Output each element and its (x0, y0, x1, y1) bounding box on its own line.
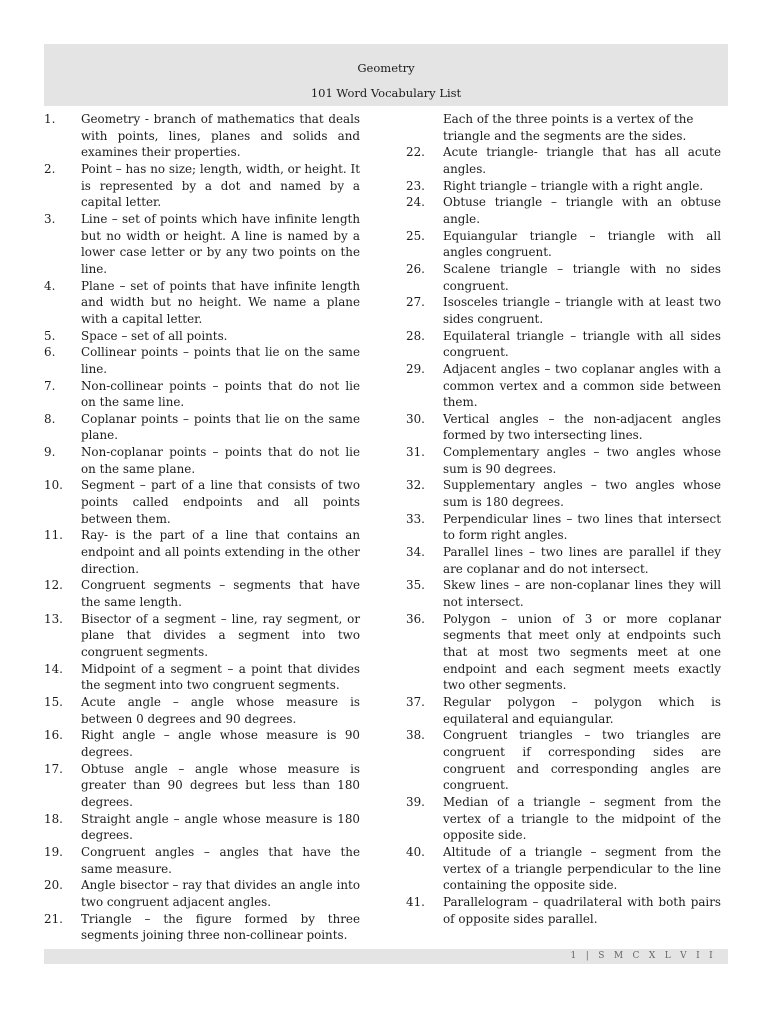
entry-number: 4. (44, 278, 56, 293)
entry-definition: Right angle – angle whose measure is 90 degrees. (81, 728, 360, 759)
entry-definition: Geometry - branch of mathematics that deals with points, lines, planes and solids and examines their properties. (81, 112, 360, 160)
vocab-entry (44, 727, 360, 760)
vocab-entry (406, 794, 721, 844)
vocab-entry (44, 844, 360, 877)
entry-definition: Parallel lines – two lines are parallel if they are coplanar and do not intersect. (443, 545, 721, 576)
vocab-entry (44, 577, 360, 610)
entry-definition: Straight angle – angle whose measure is 180 degrees. (81, 811, 360, 843)
entry-number: 13. (44, 611, 63, 626)
entry-number: 34. (406, 545, 425, 560)
left-column (44, 111, 360, 944)
entry-number: 11. (44, 528, 63, 543)
vocab-entry (406, 144, 721, 177)
entry-definition: Angle bisector – ray that divides an angle into two congruent adjacent angles. (81, 878, 360, 909)
vocab-entry (406, 228, 721, 261)
entry-definition: Non-coplanar points – points that do not lie on the same plane. (81, 445, 360, 476)
entry-number: 31. (406, 445, 425, 460)
entry-definition: Ray- is the part of a line that contains an endpoint and all points extending in the other direction. (81, 528, 360, 576)
entry-definition: Bisector of a segment – line, ray segment, or plane that divides a segment into two congruent segments. (81, 611, 360, 659)
vocab-entry (44, 411, 360, 444)
entry-definition: Scalene triangle – triangle with no sides congruent. (443, 261, 721, 293)
continuation-text: Each of the three points is a vertex of the triangle and the segments are the sides. (443, 112, 694, 143)
vocab-entry (44, 811, 360, 844)
entry-number: 32. (406, 478, 425, 493)
vocab-entry (44, 527, 360, 577)
vocab-entry (44, 761, 360, 811)
entry-number: 12. (44, 578, 63, 593)
entry-number: 39. (406, 794, 425, 809)
entry-definition: Non-collinear points – points that do not lie on the same line. (81, 378, 360, 410)
entry-number: 8. (44, 411, 56, 426)
entry-number: 18. (44, 811, 63, 826)
vocab-entry (44, 911, 360, 944)
entry-definition: Acute angle – angle whose measure is between 0 degrees and 90 degrees. (81, 694, 360, 726)
entry-number: 9. (44, 445, 56, 460)
entry-number: 3. (44, 211, 56, 226)
entry-number: 25. (406, 228, 425, 243)
entry-number: 33. (406, 511, 425, 526)
entry-number: 24. (406, 195, 425, 210)
entry-definition: Space – set of all points. (81, 328, 228, 343)
vocab-entry (406, 511, 721, 544)
entry-definition: Regular polygon – polygon which is equilateral and equiangular. (443, 694, 721, 726)
vocab-entry (406, 328, 721, 361)
entry-definition: Acute triangle- triangle that has all acute angles. (443, 145, 721, 176)
entry-number: 10. (44, 478, 63, 493)
right-column (406, 111, 721, 927)
vocab-entry (44, 877, 360, 910)
vocab-entry (406, 844, 721, 894)
vocab-entry (406, 178, 721, 195)
entry-number: 41. (406, 894, 425, 909)
entry-number: 36. (406, 611, 425, 626)
vocab-entry (406, 477, 721, 510)
vocab-entry (406, 611, 721, 694)
vocab-entry (406, 544, 721, 577)
entry-definition: Parallelogram – quadrilateral with both pairs of opposite sides parallel. (443, 894, 721, 926)
entry-definition: Median of a triangle – segment from the vertex of a triangle to the midpoint of the opposite side. (443, 794, 721, 843)
entry-definition: Segment – part of a line that consists of two points called endpoints and all points between them. (81, 478, 360, 526)
footer-band (44, 949, 728, 964)
entry-number: 14. (44, 661, 63, 676)
entry-definition: Altitude of a triangle – segment from the vertex of a triangle perpendicular to the line containing the opposite side. (443, 844, 721, 893)
vocab-entry (44, 378, 360, 411)
vocab-entry (44, 278, 360, 328)
vocab-entry (406, 727, 721, 794)
entry-definition: Congruent segments – segments that have the same length. (81, 578, 360, 610)
entry-number: 2. (44, 161, 56, 176)
entry-number: 23. (406, 178, 425, 193)
vocab-entry (406, 577, 721, 610)
vocab-entry (44, 344, 360, 377)
entry-number: 5. (44, 328, 56, 343)
entry-number: 40. (406, 844, 425, 859)
entry-number: 26. (406, 261, 425, 276)
page-footer: 1 | S M C X L V I I (570, 951, 716, 961)
entry-number: 19. (44, 844, 63, 859)
entry-number: 20. (44, 878, 63, 893)
entry-number: 35. (406, 578, 425, 593)
entry-definition: Obtuse angle – angle whose measure is greater than 90 degrees but less than 180 degrees. (81, 761, 360, 809)
document-title: Geometry (357, 61, 415, 75)
vocab-entry (44, 477, 360, 527)
entry-definition: Obtuse triangle – triangle with an obtuse angle. (443, 195, 721, 226)
entry-number: 16. (44, 728, 63, 743)
entry-definition: Congruent angles – angles that have the same measure. (81, 844, 360, 876)
entry-number: 21. (44, 911, 63, 926)
entry-definition: Skew lines – are non-coplanar lines they will not intersect. (443, 578, 721, 610)
vocab-entry (406, 894, 721, 927)
entry-definition: Triangle – the figure formed by three segments joining three non-collinear points. (81, 911, 360, 943)
entry-definition: Supplementary angles – two angles whose sum is 180 degrees. (443, 478, 721, 510)
document-subtitle: 101 Word Vocabulary List (310, 86, 462, 100)
entry-definition: Right triangle – triangle with a right angle. (443, 178, 704, 193)
entry-definition: Coplanar points – points that lie on the same plane. (81, 411, 360, 443)
entry-definition: Vertical angles – the non-adjacent angles formed by two intersecting lines. (443, 411, 721, 443)
vocab-entry (44, 444, 360, 477)
entry-number: 30. (406, 411, 425, 426)
entry-number: 37. (406, 694, 425, 709)
entry-definition: Line – set of points which have infinite length but no width or height. A line is named by a lower case letter or by any two points on the line. (81, 211, 360, 276)
vocab-entry (44, 328, 360, 345)
vocab-entry (44, 661, 360, 694)
entry-definition: Isosceles triangle – triangle with at least two sides congruent. (443, 295, 721, 326)
entry-definition: Midpoint of a segment – a point that divides the segment into two congruent segments. (81, 661, 360, 693)
vocab-entry (406, 194, 721, 227)
vocab-entry (406, 694, 721, 727)
entry-definition: Congruent triangles – two triangles are congruent if corresponding sides are congruent and corresponding angles are congruent. (443, 728, 721, 793)
entry-number: 27. (406, 295, 425, 310)
vocab-entry (406, 444, 721, 477)
entry-number: 6. (44, 345, 56, 360)
entry-number: 22. (406, 145, 425, 160)
entry-definition: Point – has no size; length, width, or height. It is represented by a dot and named by a capital letter. (81, 161, 360, 210)
vocab-entry (406, 261, 721, 294)
entry-number: 29. (406, 361, 425, 376)
entry-definition: Collinear points – points that lie on the same line. (81, 345, 360, 376)
vocab-entry (406, 294, 721, 327)
vocab-entry (406, 361, 721, 411)
entry-definition: Equiangular triangle – triangle with all angles congruent. (443, 228, 721, 260)
entry-definition: Adjacent angles – two coplanar angles with a common vertex and a common side between them. (443, 361, 721, 410)
entry-definition: Polygon – union of 3 or more coplanar segments that meet only at endpoints such that at most two segments meet at one endpoint and each segment meets exactly two other segments. (443, 611, 721, 693)
entry-number: 17. (44, 761, 63, 776)
entry-number: 1. (44, 112, 56, 126)
vocab-entry (44, 161, 360, 211)
entry-number: 38. (406, 728, 425, 743)
entry-definition: Complementary angles – two angles whose sum is 90 degrees. (443, 445, 721, 476)
entry-number: 7. (44, 378, 56, 393)
vocab-entry (44, 111, 360, 161)
entry-definition: Perpendicular lines – two lines that intersect to form right angles. (443, 511, 721, 543)
entry-number: 15. (44, 694, 63, 709)
vocab-entry (44, 694, 360, 727)
vocab-entry (44, 611, 360, 661)
header-band (44, 44, 728, 106)
vocab-entry (406, 411, 721, 444)
entry-number: 28. (406, 328, 425, 343)
vocab-entry (44, 211, 360, 278)
entry-definition: Equilateral triangle – triangle with all sides congruent. (443, 328, 721, 360)
entry-definition: Plane – set of points that have infinite length and width but no height. We name a plane with a capital letter. (81, 278, 360, 326)
